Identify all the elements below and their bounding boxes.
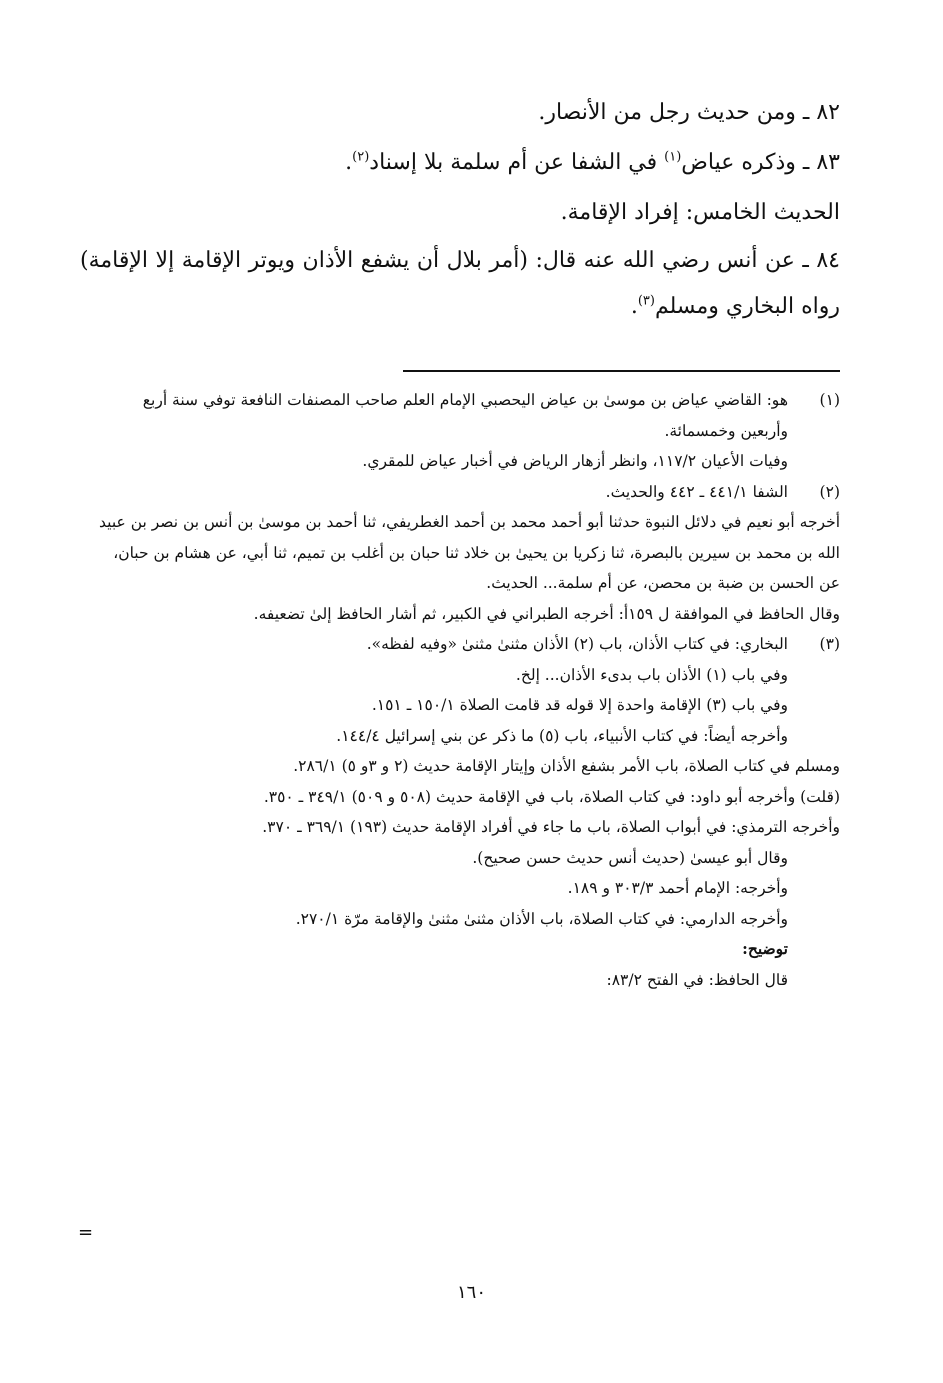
footnote-heading: توضيح: [742,939,788,958]
footnote-line: قال الحافظ: في الفتح ٨٣/٢: [606,970,788,989]
footnote-line: وأخرجه أيضاً: في كتاب الأنبياء، باب (٥) ما ذكر عن بني إسرائيل ١٤٤/٤. [336,726,788,745]
footnote-number: (١) [819,391,840,409]
footnote-line: ومسلم في كتاب الصلاة، باب الأمر بشفع الأذان وإيتار الإقامة حديث (٢ و ٣و ٥) ٢٨٦/١. [293,757,840,775]
footnote-3 [95,629,840,995]
page-number: ١٦٠ [456,1282,486,1303]
footnote-line: أخرجه أبو نعيم في دلائل النبوة حدثنا أبو أحمد محمد بن أحمد الغطريفي، ثنا أحمد بن موسىٰ بن أنس بن نصر بن عبيد الله بن محمد بن سيرين بالبصرة، ثنا زكريا بن يحيىٰ بن خلاد ثنا حبان بن أغلب بن تميم، ثنا أبي، عن هشام بن حبان، عن الحسن بن ضبة بن محصن، عن أم سلمة... الحديث. [99,513,840,592]
footnotes [95,385,840,995]
footnote-ref-3: (٣) [637,293,655,309]
footnote-number: (٣) [819,635,840,653]
footnote-line: وفيات الأعيان ١١٧/٢، وانظر أزهار الرياض في أخبار عياض للمقري. [362,452,788,470]
footnote-line: وأخرجه: الإمام أحمد ٣٠٣/٣ و ١٨٩. [567,879,788,897]
footnote-line: وفي باب (١) الأذان باب بدىء الأذان... إلخ. [515,665,788,684]
footnote-line: وأخرجه الدارمي: في كتاب الصلاة، باب الأذان مثنىٰ مثنىٰ والإقامة مرّة ٢٧٠/١. [295,909,788,928]
footnote-line: الشفا ٤٤١/١ ـ ٤٤٢ والحديث. [605,482,788,501]
footnote-ref-2: (٢) [352,149,370,165]
footnote-number: (٢) [819,482,840,501]
footnote-1 [95,385,840,477]
footnote-line: وقال الحافظ في الموافقة ل ١٥٩أ: أخرجه الطبراني في الكبير، ثم أشار الحافظ إلىٰ تضعيفه. [253,604,840,623]
footnote-ref-1: (١) [664,149,682,165]
footnote-divider [403,370,840,372]
hadith-84: ٨٤ ـ عن أنس رضي الله عنه قال: (أمر بلال أن يشفع الأذان ويوتر الإقامة إلا الإقامة) رواه البخاري ومسلم$^{(٣)}$. [80,248,840,319]
footnote-line: (قلت) وأخرجه أبو داود: في كتاب الصلاة، باب في الإقامة حديث (٥٠٨ و ٥٠٩) ٣٤٩/١ ـ ٣٥٠. [263,787,840,806]
hadith-83: ٨٣ ـ وذكره عياض$^{(١)}$ في الشفا عن أم سلمة بلا إسناد$^{(٢)}$. [345,149,840,175]
footnote-line: وفي باب (٣) الإقامة واحدة إلا قوله قد قامت الصلاة ١٥٠/١ ـ ١٥١. [371,696,788,714]
hadith-5-title: الحديث الخامس: إفراد الإقامة. [560,200,840,225]
continuation-mark: = [78,1222,94,1243]
footnote-line: وأخرجه الترمذي: في أبواب الصلاة، باب ما جاء في أفراد الإقامة حديث (١٩٣) ٣٦٩/١ ـ ٣٧٠. [262,818,840,836]
main-text [80,88,840,330]
footnote-line: هو: القاضي عياض بن موسىٰ بن عياض اليحصبي الإمام العلم صاحب المصنفات النافعة توفي سنة أربع وأربعين وخمسمائة. [142,391,788,440]
footnote-2 [95,477,840,630]
footnote-line: البخاري: في كتاب الأذان، باب (٢) الأذان مثنىٰ مثنىٰ «وفيه لفظه». [366,635,788,653]
footnote-line: وقال أبو عيسىٰ (حديث أنس حديث حسن صحيح). [472,848,788,867]
hadith-82: ٨٢ ـ ومن حديث رجل من الأنصار. [538,100,840,125]
